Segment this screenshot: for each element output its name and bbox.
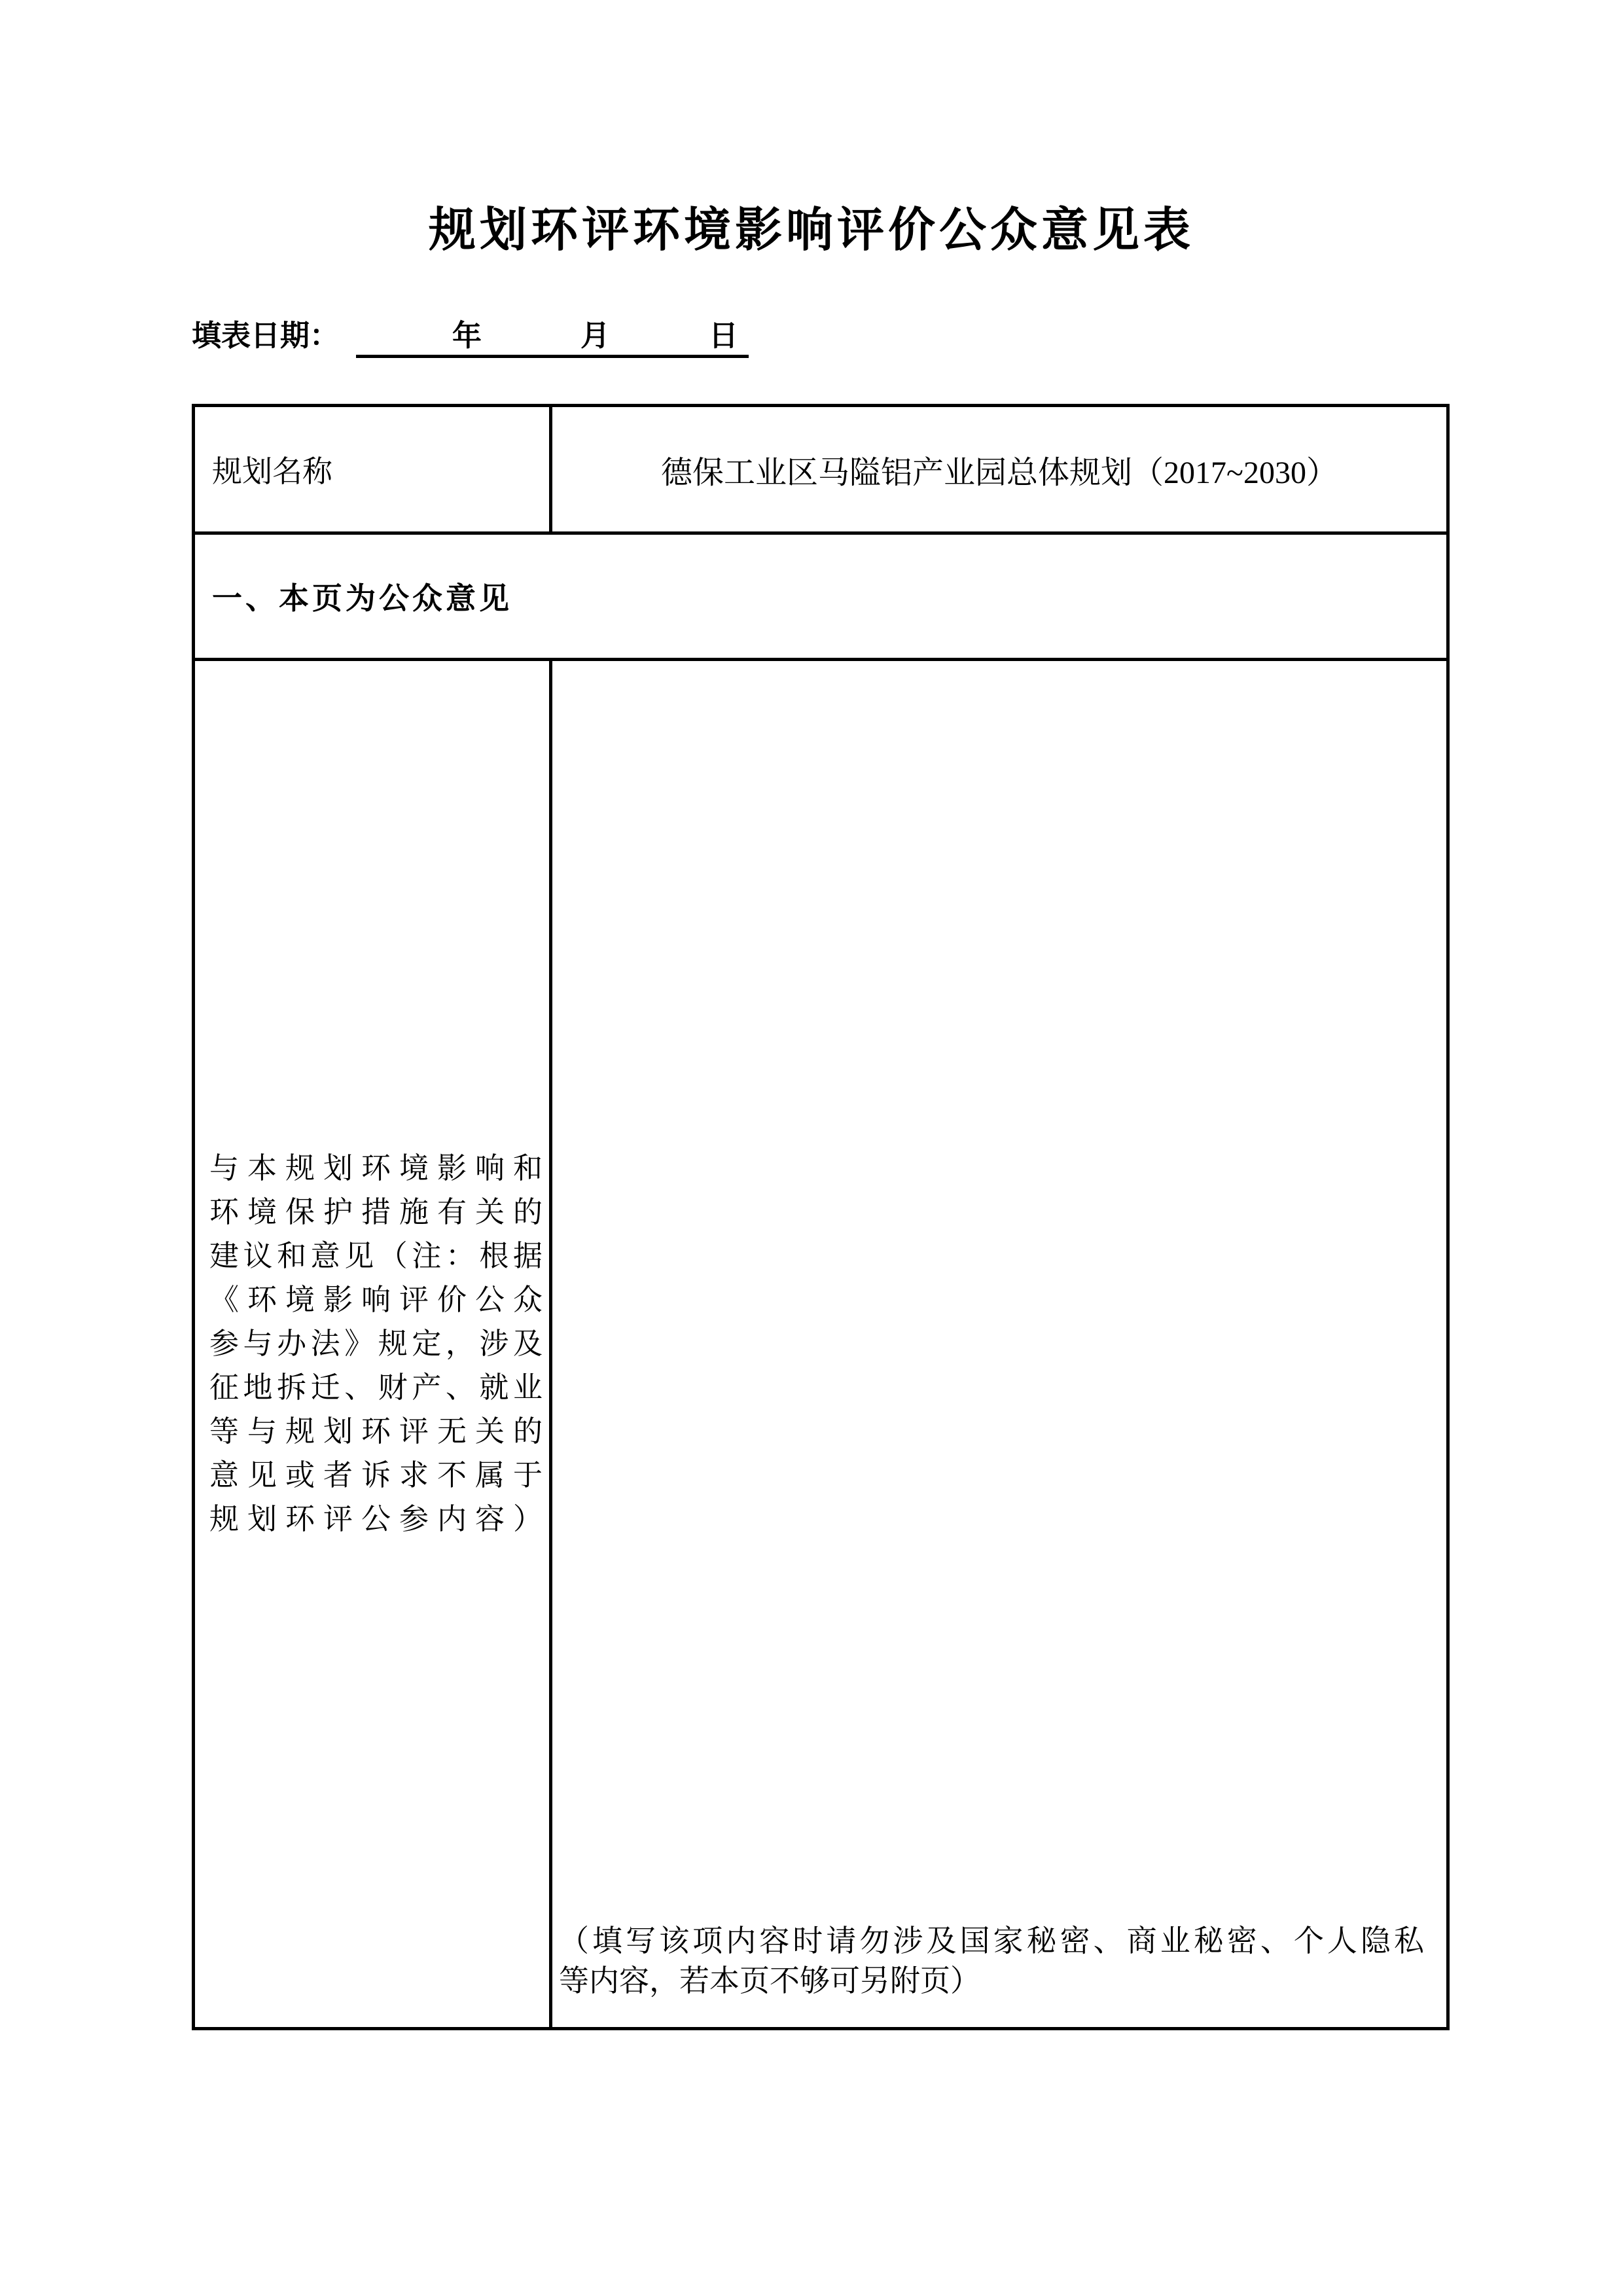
section-header: 一、本页为公众意见 (212, 582, 512, 615)
plan-name-value: 德保工业区马隘铝产业园总体规划（2017~2030） (549, 407, 1446, 531)
opinion-label-line: 规划环评公参内容） (209, 1503, 543, 1535)
table-row-section-header (195, 535, 1446, 661)
opinion-label-line: 环境保护措施有关的 (209, 1196, 543, 1229)
opinion-note (552, 1921, 1446, 2027)
page-title: 规划环评环境影响评价公众意见表 (428, 204, 1194, 257)
date-blank-field[interactable]: 年 月 日 (356, 317, 749, 358)
opinion-input-area[interactable] (552, 661, 1446, 1921)
opinion-label-line: 参与办法》规定，涉及 (209, 1327, 543, 1360)
table-row-plan-name (195, 407, 1446, 535)
table-row-opinion (195, 661, 1446, 2027)
date-label: 填表日期： (192, 319, 340, 352)
date-line (192, 317, 1623, 358)
form-table (192, 404, 1450, 2030)
opinion-note-line: 等内容，若本页不够可另附页） (559, 1964, 980, 1998)
opinion-label-line: 征地拆迁、财产、就业 (209, 1371, 543, 1404)
opinion-label-line: 《环境影响评价公众 (209, 1283, 543, 1316)
opinion-label-line: 建议和意见（注：根据 (209, 1240, 543, 1272)
opinion-note-line: （填写该项内容时请勿涉及国家秘密、商业秘密、个人隐私 (559, 1924, 1424, 1958)
opinion-label-line: 等与规划环评无关的 (209, 1415, 543, 1448)
opinion-label-cell (195, 661, 549, 2027)
opinion-label-line: 与本规划环境影响和 (209, 1152, 543, 1185)
opinion-content-cell (549, 661, 1446, 2027)
plan-name-label: 规划名称 (212, 455, 332, 488)
opinion-label-line: 意见或者诉求不属于 (209, 1459, 543, 1492)
